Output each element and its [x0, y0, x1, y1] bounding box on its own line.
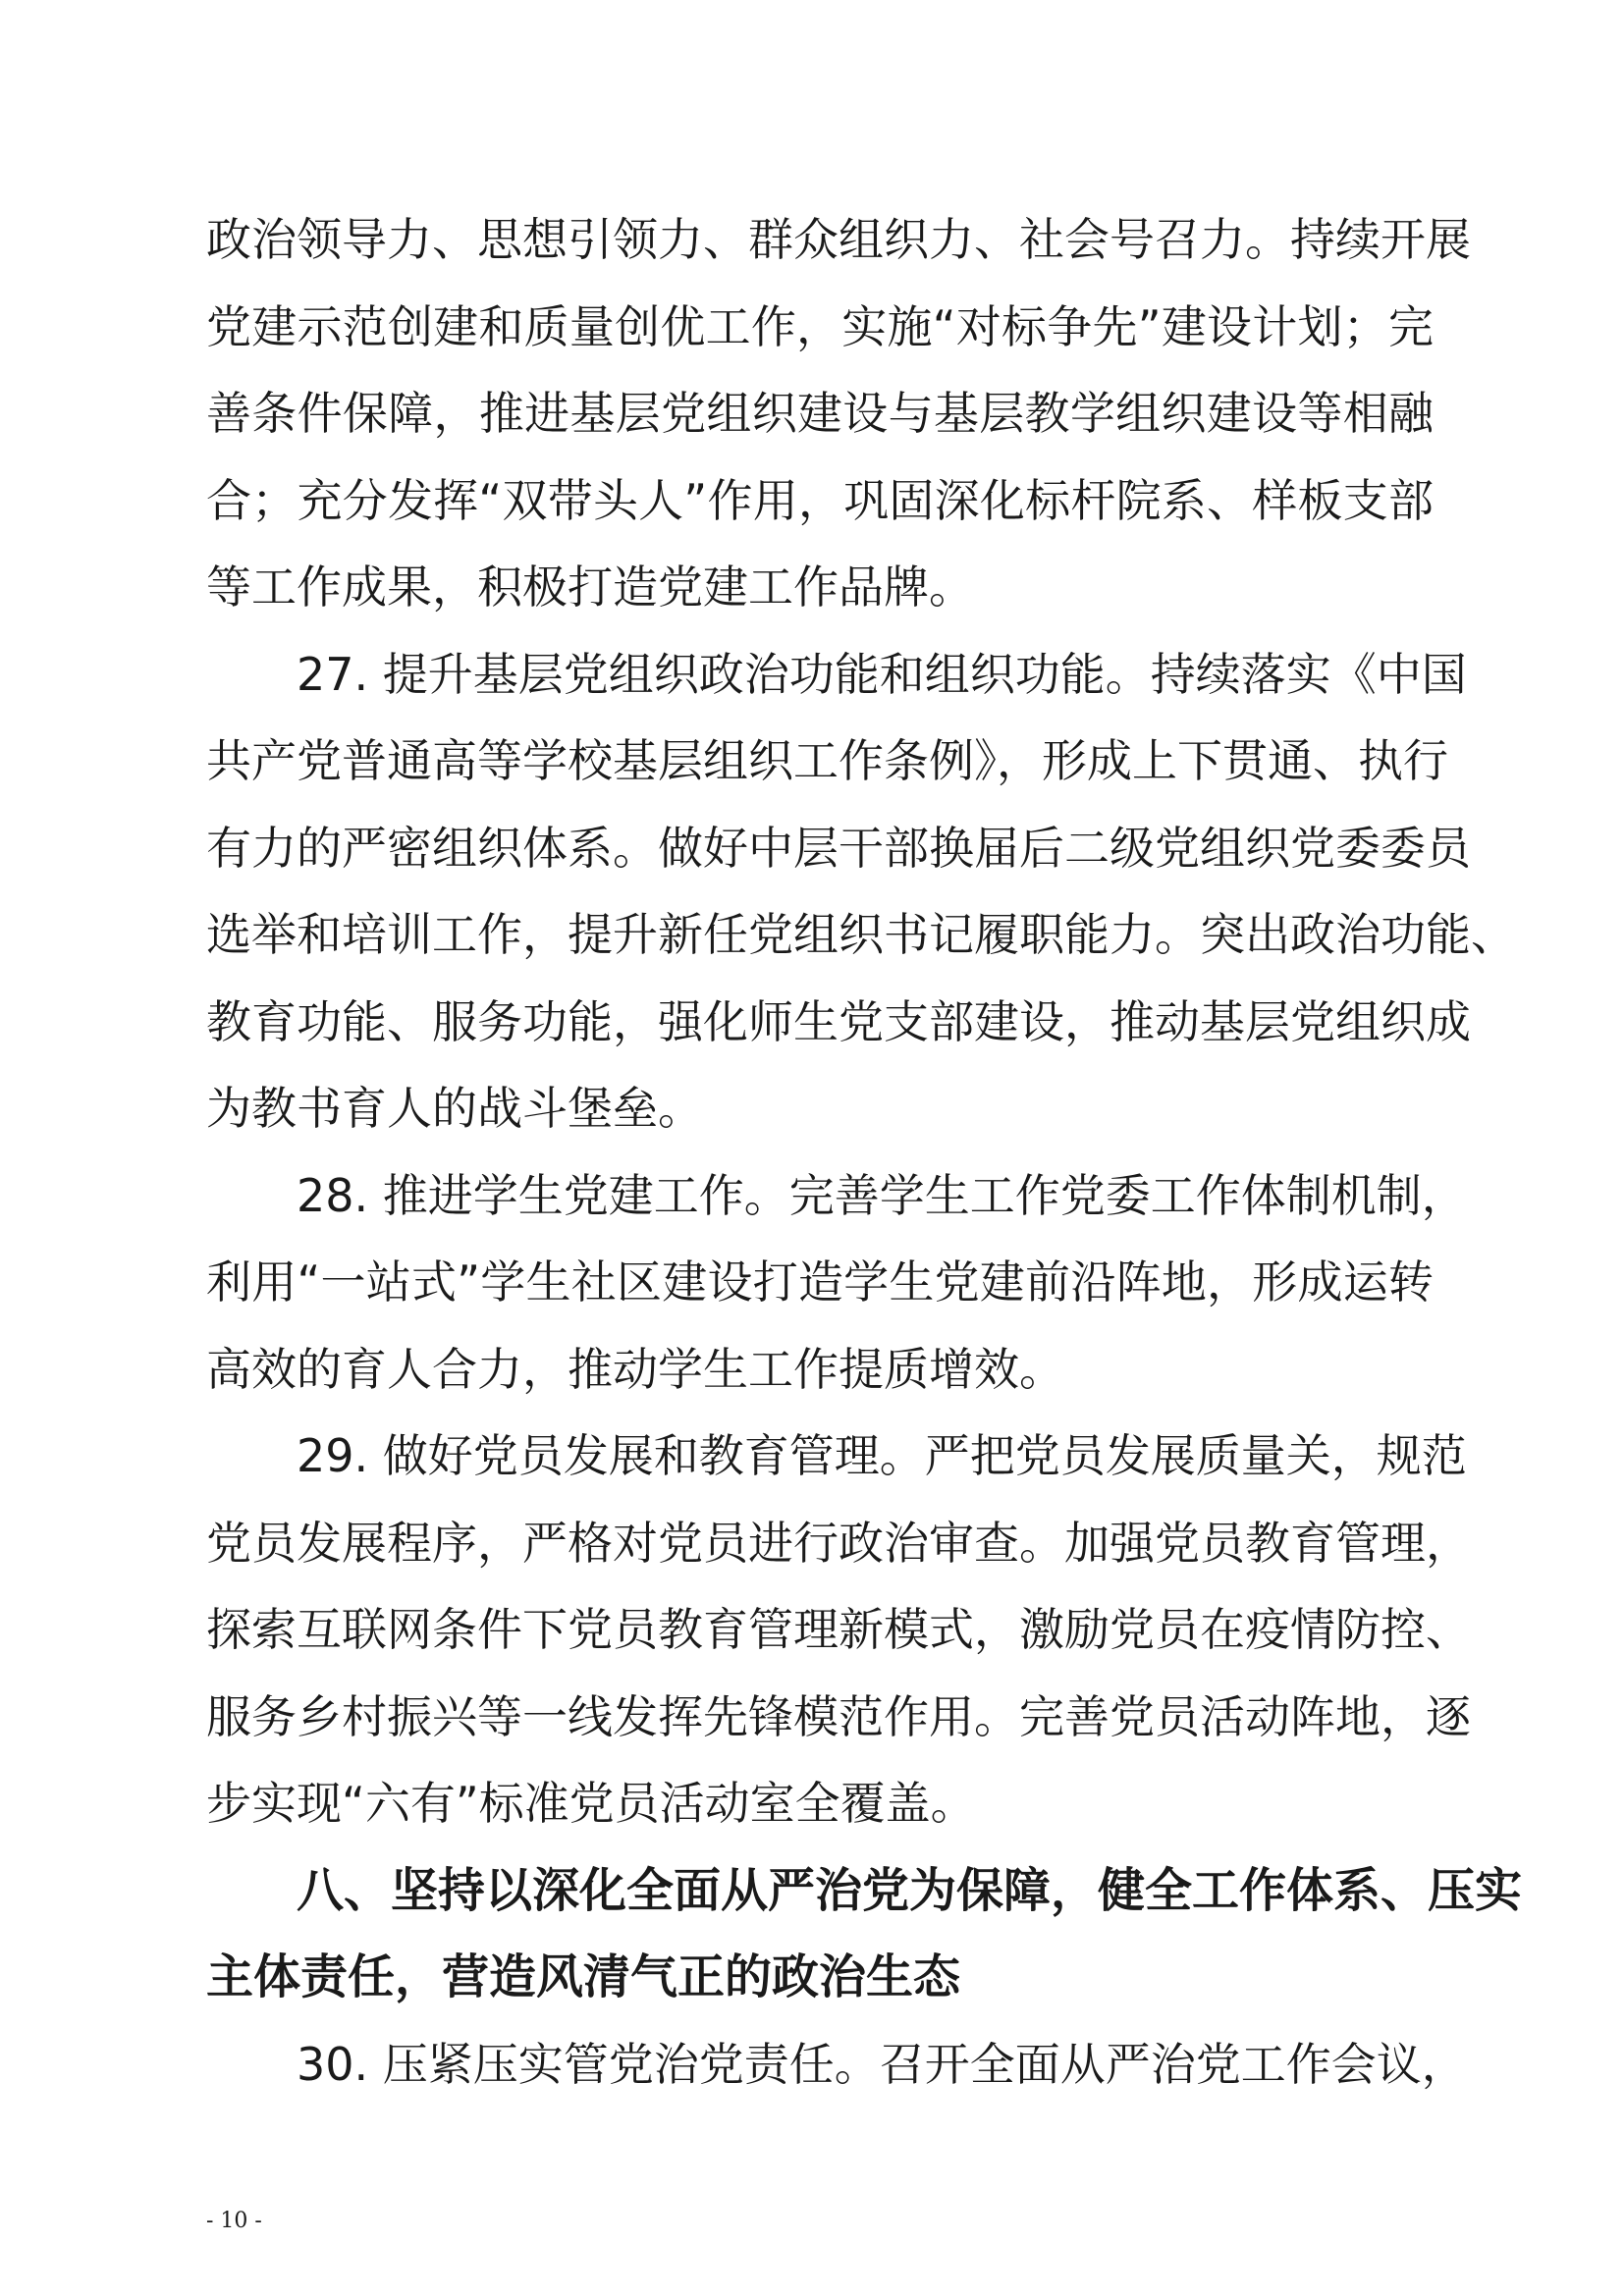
- text-line: 党员发展程序，严格对党员进行政治审查。加强党员教育管理，: [206, 1516, 1471, 1570]
- text-line: 政治领导力、思想引领力、群众组织力、社会号召力。持续开展: [206, 213, 1471, 266]
- text-line: 共产党普通高等学校基层组织工作条例》，形成上下贯通、执行: [206, 734, 1448, 787]
- item-27-title-line: 27. 提升基层党组织政治功能和组织功能。持续落实《中国: [297, 647, 1467, 701]
- text-line: 有力的严密组织体系。做好中层干部换届后二级党组织党委委员: [206, 821, 1471, 875]
- text-line: 善条件保障，推进基层党组织建设与基层教学组织建设等相融: [206, 387, 1434, 440]
- item-29-title-line: 29. 做好党员发展和教育管理。严把党员发展质量关，规范: [297, 1429, 1467, 1482]
- section-heading-8-cont: 主体责任，营造风清气正的政治生态: [206, 1949, 961, 2004]
- document-body: [206, 196, 1523, 2108]
- text-line: 探索互联网条件下党员教育管理新模式，激励党员在疫情防控、: [206, 1603, 1471, 1656]
- text-line: 党建示范创建和质量创优工作，实施“对标争先”建设计划；完: [206, 299, 1434, 353]
- text-line: 等工作成果，积极打造党建工作品牌。: [206, 561, 974, 614]
- text-line: 合；充分发挥“双带头人”作用，巩固深化标杆院系、样板支部: [206, 473, 1434, 527]
- text-line: 利用“一站式”学生社区建设打造学生党建前沿阵地，形成运转: [206, 1255, 1434, 1308]
- text-line: 为教书育人的战斗堡垒。: [206, 1082, 703, 1135]
- text-line: 高效的育人合力，推动学生工作提质增效。: [206, 1342, 1064, 1396]
- text-line: 步实现“六有”标准党员活动室全覆盖。: [206, 1777, 976, 1830]
- section-heading-8: 八、坚持以深化全面从严治党为保障，健全工作体系、压实: [297, 1862, 1523, 1918]
- item-28-title-line: 28. 推进学生党建工作。完善学生工作党委工作体制机制，: [297, 1168, 1467, 1222]
- item-30-title-line: 30. 压紧压实管党治党责任。召开全面从严治党工作会议，: [297, 2037, 1467, 2091]
- text-line: 教育功能、服务功能，强化师生党支部建设，推动基层党组织成: [206, 994, 1471, 1048]
- text-line: 服务乡村振兴等一线发挥先锋模范作用。完善党员活动阵地，逐: [206, 1689, 1471, 1743]
- text-line: 选举和培训工作，提升新任党组织书记履职能力。突出政治功能、: [206, 908, 1516, 961]
- page-number: - 10 -: [206, 2209, 262, 2233]
